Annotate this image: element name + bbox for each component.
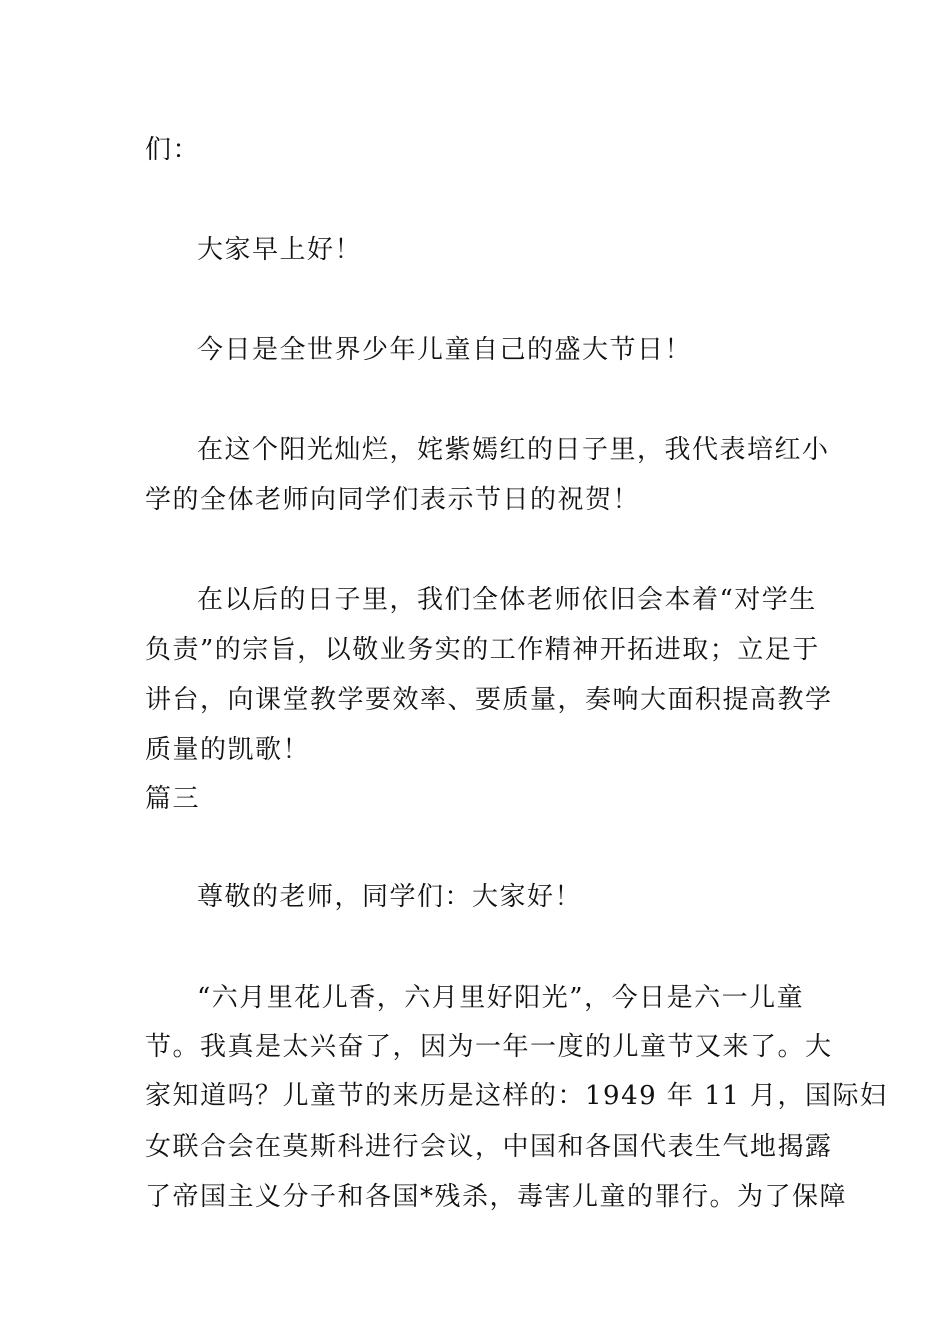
paragraph-5-line-2: 节。我真是太兴奋了，因为一年一度的儿童节又来了。大 <box>145 1032 833 1062</box>
paragraph-2-line-2: 学的全体老师向同学们表示节日的祝贺！ <box>145 485 641 515</box>
paragraph-5-line-1: “六月里花儿香，六月里好阳光”，今日是六一儿童 <box>197 983 805 1013</box>
paragraph-3-line-4: 质量的凯歌！ <box>145 735 311 765</box>
paragraph-3-line-3: 讲台，向课堂教学要效率、要质量，奏响大面积提高教学 <box>145 685 833 715</box>
paragraph-5-line-3: 家知道吗？儿童节的来历是这样的：1949 年 11 月，国际妇 <box>145 1081 888 1111</box>
paragraph-3-line-1: 在以后的日子里，我们全体老师依旧会本着“对学生 <box>197 585 817 615</box>
section-title: 篇三 <box>145 784 201 814</box>
greeting: 大家早上好！ <box>197 235 363 265</box>
paragraph-5-line-4: 女联合会在莫斯科进行会议，中国和各国代表生气地揭露 <box>145 1132 833 1162</box>
paragraph-4: 尊敬的老师，同学们：大家好！ <box>197 882 583 912</box>
paragraph-3-line-2: 负责”的宗旨，以敬业务实的工作精神开拓进取；立足于 <box>145 635 820 665</box>
paragraph-5-line-5: 了帝国主义分子和各国*残杀，毒害儿童的罪行。为了保障 <box>145 1182 848 1212</box>
text-fragment: 们： <box>145 135 201 165</box>
paragraph-2-line-1: 在这个阳光灿烂，姹紫嫣红的日子里，我代表培红小 <box>197 435 830 465</box>
paragraph-1: 今日是全世界少年儿童自己的盛大节日！ <box>197 335 693 365</box>
